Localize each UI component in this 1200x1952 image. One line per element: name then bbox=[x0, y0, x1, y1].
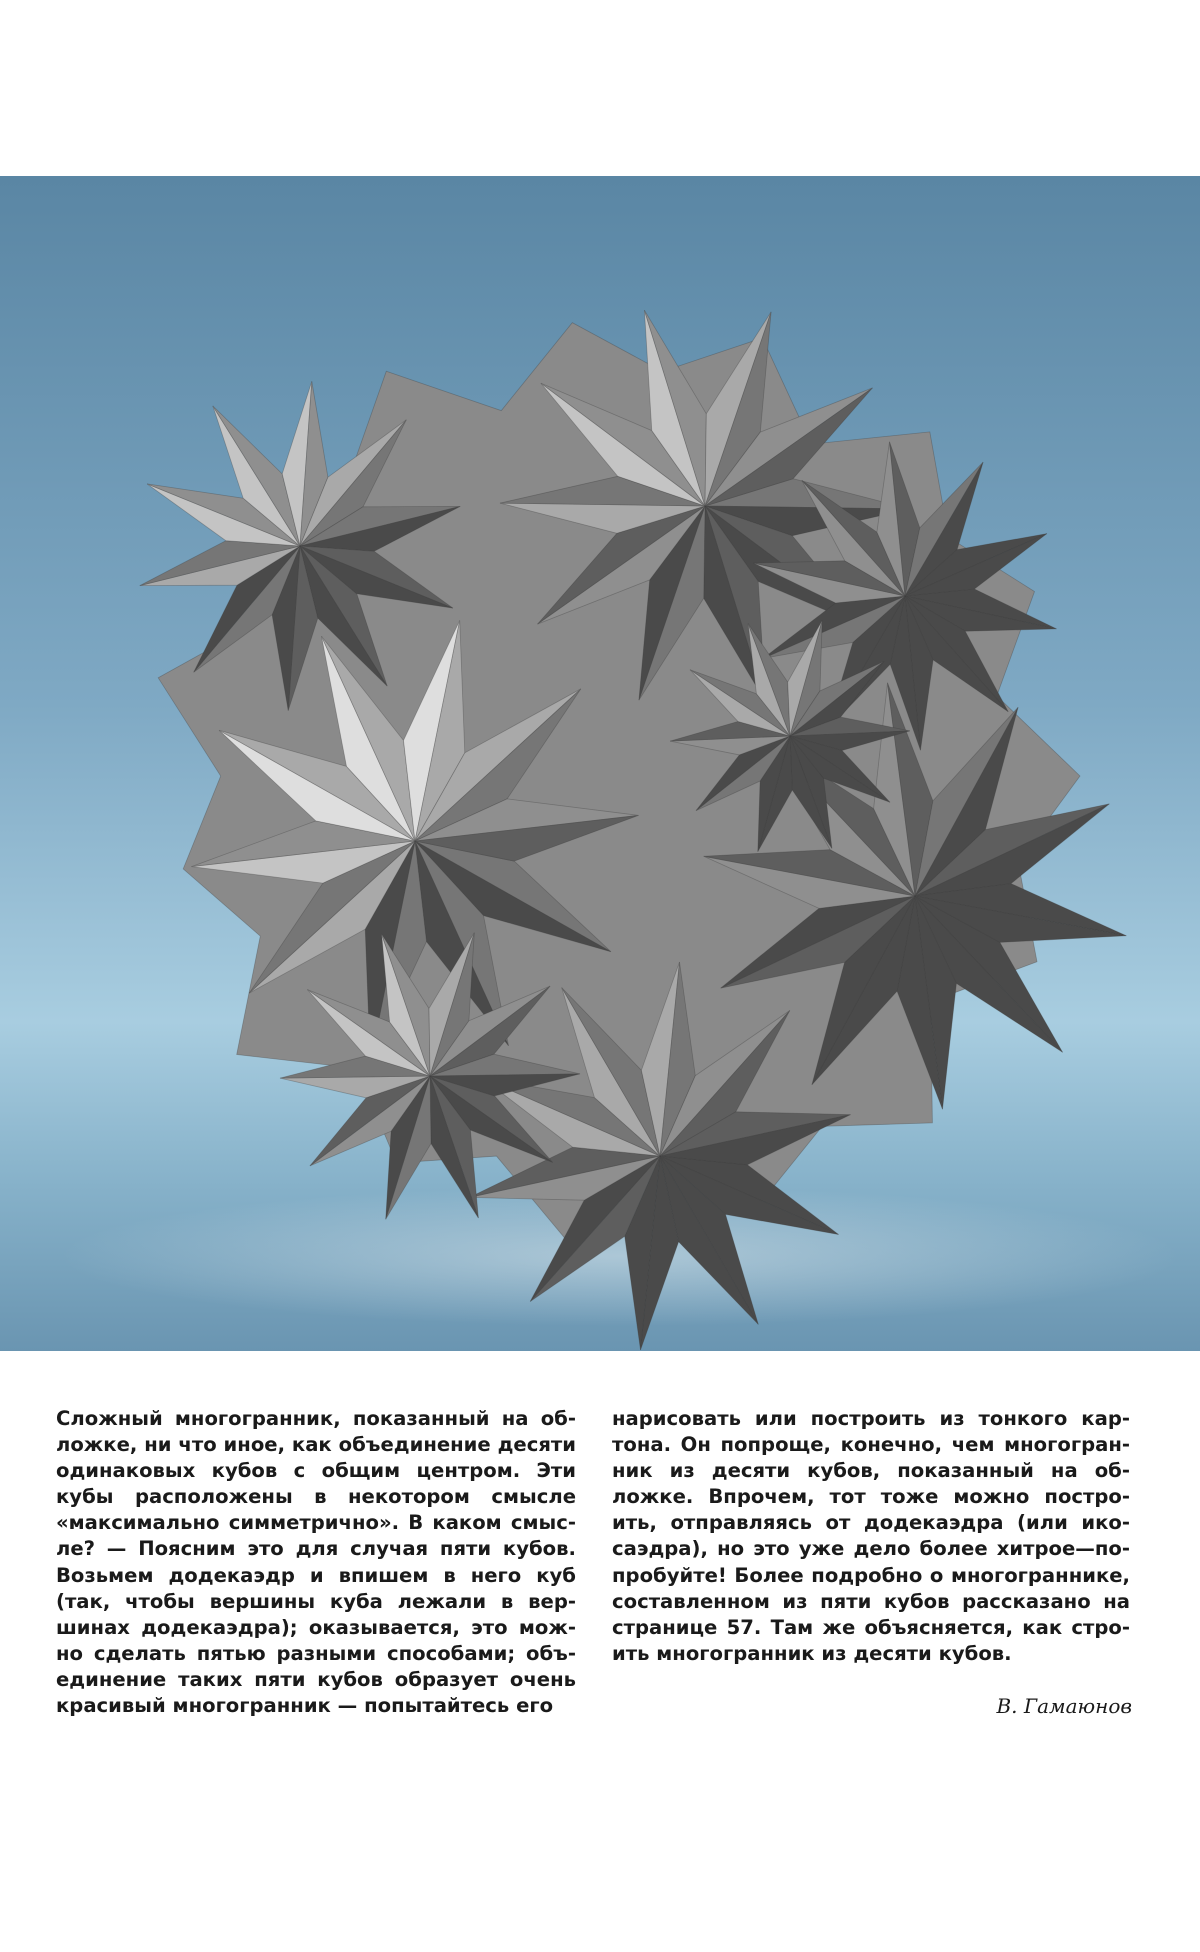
text-line: Возьмем додекаэдр и впишем в него куб bbox=[56, 1563, 576, 1587]
text-line: одинаковых кубов с общим центром. Эти bbox=[56, 1459, 576, 1483]
text-line: «максимально симметрично». В каком смыс- bbox=[56, 1511, 576, 1535]
text-line: пробуйте! Более подробно о многограннике, bbox=[612, 1563, 1130, 1587]
text-line: ить, отправляясь от додекаэдра (или ико- bbox=[612, 1511, 1130, 1535]
text-line: ник из десяти кубов, показанный на об- bbox=[612, 1459, 1130, 1483]
text-line: шинах додекаэдра); оказывается, это мож- bbox=[56, 1615, 576, 1639]
text-line: составленном из пяти кубов рассказано на bbox=[612, 1589, 1130, 1613]
text-line: странице 57. Там же объясняется, как стро- bbox=[612, 1615, 1130, 1639]
text-line: единение таких пяти кубов образует очень bbox=[56, 1667, 576, 1691]
text-line: Сложный многогранник, показанный на об- bbox=[56, 1407, 576, 1430]
text-line: ложке. Впрочем, тот тоже можно постро- bbox=[612, 1485, 1130, 1509]
text-line: красивый многогранник — попытайтесь его bbox=[56, 1694, 554, 1718]
author-signature: В. Гамаюнов bbox=[996, 1694, 1132, 1718]
text-line: кубы расположены в некотором смысле bbox=[56, 1485, 576, 1509]
text-line: но сделать пятью разными способами; объ- bbox=[56, 1641, 576, 1665]
text-column-right bbox=[612, 1406, 1130, 1667]
text-column-left bbox=[56, 1406, 576, 1719]
text-line: нарисовать или построить из тонкого кар- bbox=[612, 1407, 1130, 1430]
text-line: ле? — Поясним это для случая пяти кубов. bbox=[56, 1537, 576, 1561]
text-line: (так, чтобы вершины куба лежали в вер- bbox=[56, 1589, 576, 1613]
polyhedron-photo bbox=[0, 176, 1200, 1351]
text-line: ложке, ни что иное, как объединение десяти bbox=[56, 1433, 576, 1457]
text-line: ить многогранник из десяти кубов. bbox=[612, 1641, 1012, 1665]
text-line: саэдра), но это уже дело более хитрое—по- bbox=[612, 1537, 1130, 1561]
text-line: тона. Он попроще, конечно, чем многогран- bbox=[612, 1433, 1130, 1457]
